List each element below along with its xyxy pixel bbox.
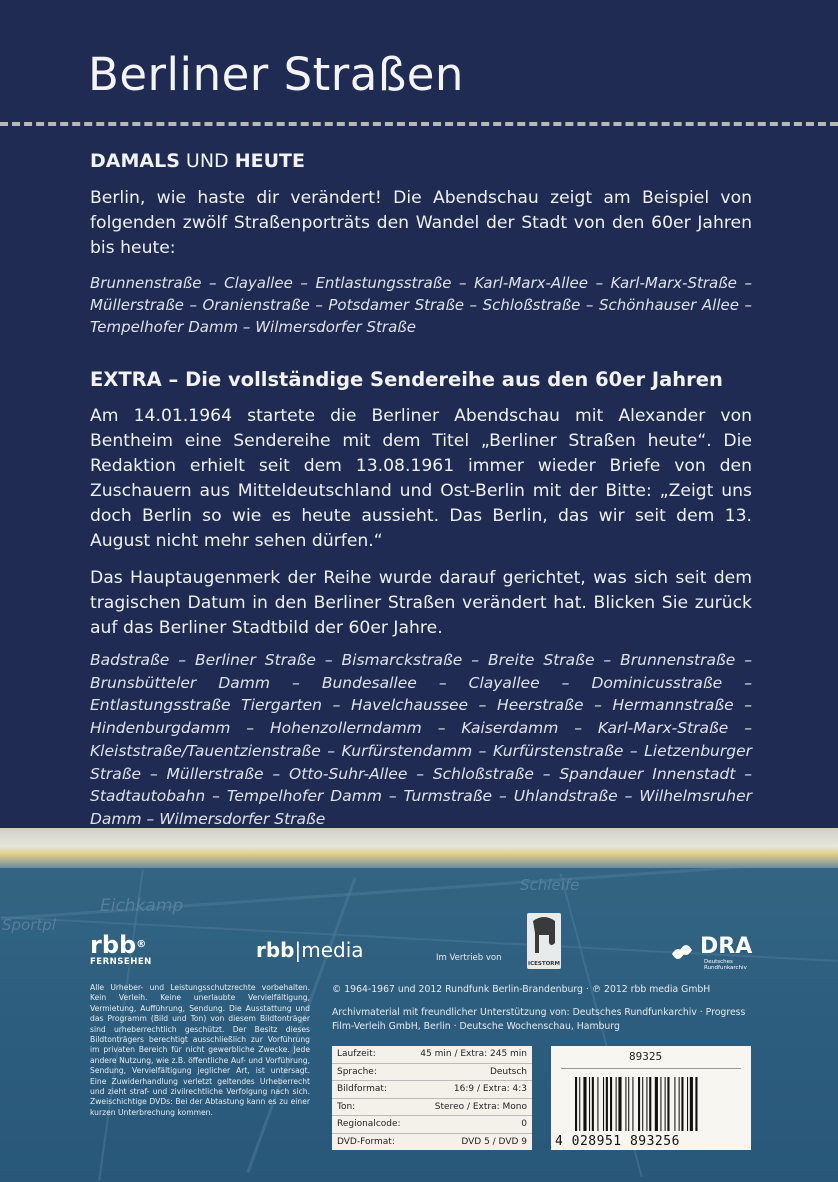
barcode-bar [628,1077,629,1131]
barcode-bar [575,1077,577,1131]
icestorm-logo [527,913,561,969]
logo-text: rbb [256,938,295,962]
heading-part: HEUTE [234,150,305,172]
barcode-bar [649,1077,651,1131]
elephant-icon [527,913,561,957]
spec-row [332,1099,532,1117]
barcode-bar [610,1077,612,1131]
paper-strip [0,828,838,868]
spec-label: Regionalcode: [337,1119,401,1129]
logo-text: DRA [700,934,753,959]
barcode-bar [589,1077,590,1131]
barcode-bar [695,1077,697,1131]
dra-wave-icon [668,934,698,968]
barcode-bar [632,1077,633,1131]
logo-sub: Rundfunkarchiv [704,965,747,971]
spec-row [332,1134,532,1151]
barcode-bars [573,1076,743,1136]
barcode-bar [667,1077,669,1131]
barcode-bar [592,1077,594,1131]
spec-value: 0 [521,1119,527,1129]
spec-value: 16:9 / Extra: 4:3 [453,1084,527,1094]
barcode-bar [679,1077,680,1131]
map-label: Eichkamp [100,896,184,916]
logo-text: media [301,938,364,962]
section1-text: Berlin, wie haste dir verändert! Die Abendschau zeigt am Beispiel von folgenden zwölf Straßenporträts den Wandel der Stadt von den 60er Jahren bis heute: [90,188,752,258]
spec-row [332,1116,532,1134]
page-title: Berliner Straßen [88,48,464,101]
barcode-box [551,1046,751,1150]
section2-text1: Am 14.01.1964 startete die Berliner Abendschau mit Alexander von Bentheim eine Sendereihe mit dem Titel „Berliner Straßen heute“. Die Redaktion erhielt seit dem 13.08.1961 immer wieder Briefe von den Zuschauern aus Mitteldeutschland und Ost-Berlin mit der Bitte: „Zeigt uns doch Berlin so wie es heute aussieht. Das Berlin, das wir seit dem 13. August nicht mehr sehen dürfen.“ [90,406,752,551]
barcode-bar [616,1077,617,1131]
barcode-divider [561,1068,741,1069]
barcode-bar [642,1077,643,1131]
barcode-bar [638,1077,640,1131]
barcode-bar [687,1077,688,1131]
barcode-bar [579,1077,580,1131]
logo-text: ICESTORM [528,961,560,967]
section2-heading: EXTRA – Die vollständige Sendereihe aus den 60er Jahren [90,368,723,391]
section2-text2: Das Hauptaugenmerk der Reihe wurde darauf gerichtet, was sich seit dem tragischen Datum in den Berliner Straßen verändert hat. Blicken Sie zurück auf das Berliner Stadtbild der 60er Jahre. [90,568,752,638]
barcode-bar [606,1077,608,1131]
barcode-bar [690,1077,693,1131]
spec-label: Ton: [337,1101,356,1112]
vertrieb-label: Im Vertrieb von [436,953,502,963]
logo-text: rbb [90,931,137,959]
archiv-credits: Archivmaterial mit freundlicher Unterstützung von: Deutsches Rundfunkarchiv · Progress Film-Verleih GmbH, Berlin · Deutsche Wochenschau, Hamburg [332,1007,746,1032]
barcode-bar [655,1077,658,1131]
barcode-bar [583,1077,586,1131]
spec-row [332,1081,532,1099]
spec-label: Laufzeit: [337,1049,376,1059]
spec-value: 45 min / Extra: 245 min [420,1049,527,1059]
catalog-number: 89325 [629,1050,663,1063]
map-label: Schleife [520,876,580,894]
section2-streets: Badstraße – Berliner Straße – Bismarckstraße – Breite Straße – Brunnenstraße – Brunsbütteler Damm – Bundesallee – Clayallee – Dominicusstraße – Entlastungsstraße Tiergarten – Havelchaussee – Heerstraße – Hermannstraße – Hindenburgdamm – Hohenzollerndamm – Kaiserdamm – Karl-Marx-Straße – Kleiststraße/Tauentzienstraße – Kurfürstendamm – Kurfürstenstraße – Lietzenburger Straße – Müllerstraße – Otto-Suhr-Allee – Schloßstraße – Spandauer Innenstadt – Stadtautobahn – Tempelhofer Damm – Turmstraße – Uhlandstraße – Wilhelmsruher Damm – Wilmersdorfer Straße [90,651,752,828]
barcode-bar [646,1077,647,1131]
spec-value: Deutsch [489,1066,527,1077]
barcode-bar [618,1077,621,1131]
heading-part: UND [179,150,235,172]
spec-label: Bildformat: [337,1084,387,1094]
spec-value: Stereo / Extra: Mono [434,1101,527,1112]
map-label: Sportpl [2,916,56,934]
spec-table [332,1046,532,1150]
barcode-bar [674,1077,675,1131]
barcode-bar [681,1077,683,1131]
spec-label: Sprache: [337,1066,377,1077]
barcode-bar [625,1077,626,1131]
barcode-bar [597,1077,598,1131]
barcode-bar [660,1077,661,1131]
logo-sub: FERNSEHEN [90,957,152,967]
spec-row [332,1064,532,1082]
spec-row [332,1046,532,1064]
copyright-line: © 1964-1967 und 2012 Rundfunk Berlin-Brandenburg · ℗ 2012 rbb media GmbH [332,984,711,995]
spec-label: DVD-Format: [337,1136,395,1147]
dashed-divider [0,122,838,126]
logo-sub: Deutsches [704,959,733,965]
heading-part: DAMALS [90,150,180,172]
barcode-bar [603,1077,604,1131]
section1-streets: Brunnenstraße – Clayallee – Entlastungsstraße – Karl-Marx-Allee – Karl-Marx-Straße – Müllerstraße – Oranienstraße – Potsdamer Straße – Schloßstraße – Schönhauser Allee – Tempelhofer Damm – Wilmersdorfer Straße [90,274,752,336]
section1-heading [90,150,305,172]
spec-value: DVD 5 / DVD 9 [461,1136,527,1147]
barcode-digits: 4 028951 893256 [555,1134,680,1149]
barcode-bar [665,1077,666,1131]
rbb-media-logo: rbb|media [256,938,364,962]
rbb-fernsehen-logo: rbb® FERNSEHEN [90,931,152,967]
legal-notice: Alle Urheber- und Leistungsschutzrechte vorbehalten. Kein Verleih. Keine unerlaubte Vervielfältigung, Vermietung, Aufführung, Sendung. Die Ausstattung und das Programm (Bild und Ton) von diesem Bildtonträger sind urheberrechtlich geschützt. Der Besitz dieses Bildtonträgers berechtigt ausschließlich zur Vorführung im privaten Bereich für nicht gewerbliche Zwecke. Jede andere Nutzung, wie z.B. öffentliche Auf- und Vorführung, Sendung, Vervielfältigung jeglicher Art, ist untersagt. Eine Zuwiderhandlung verletzt geltendes Urheberrecht und zieht straf- und zivilrechtliche Verfolgung nach sich. Zweischichtige DVDs: Bei der Abtastung kann es zu einer kurzen Unterbrechung kommen. [90,983,310,1117]
